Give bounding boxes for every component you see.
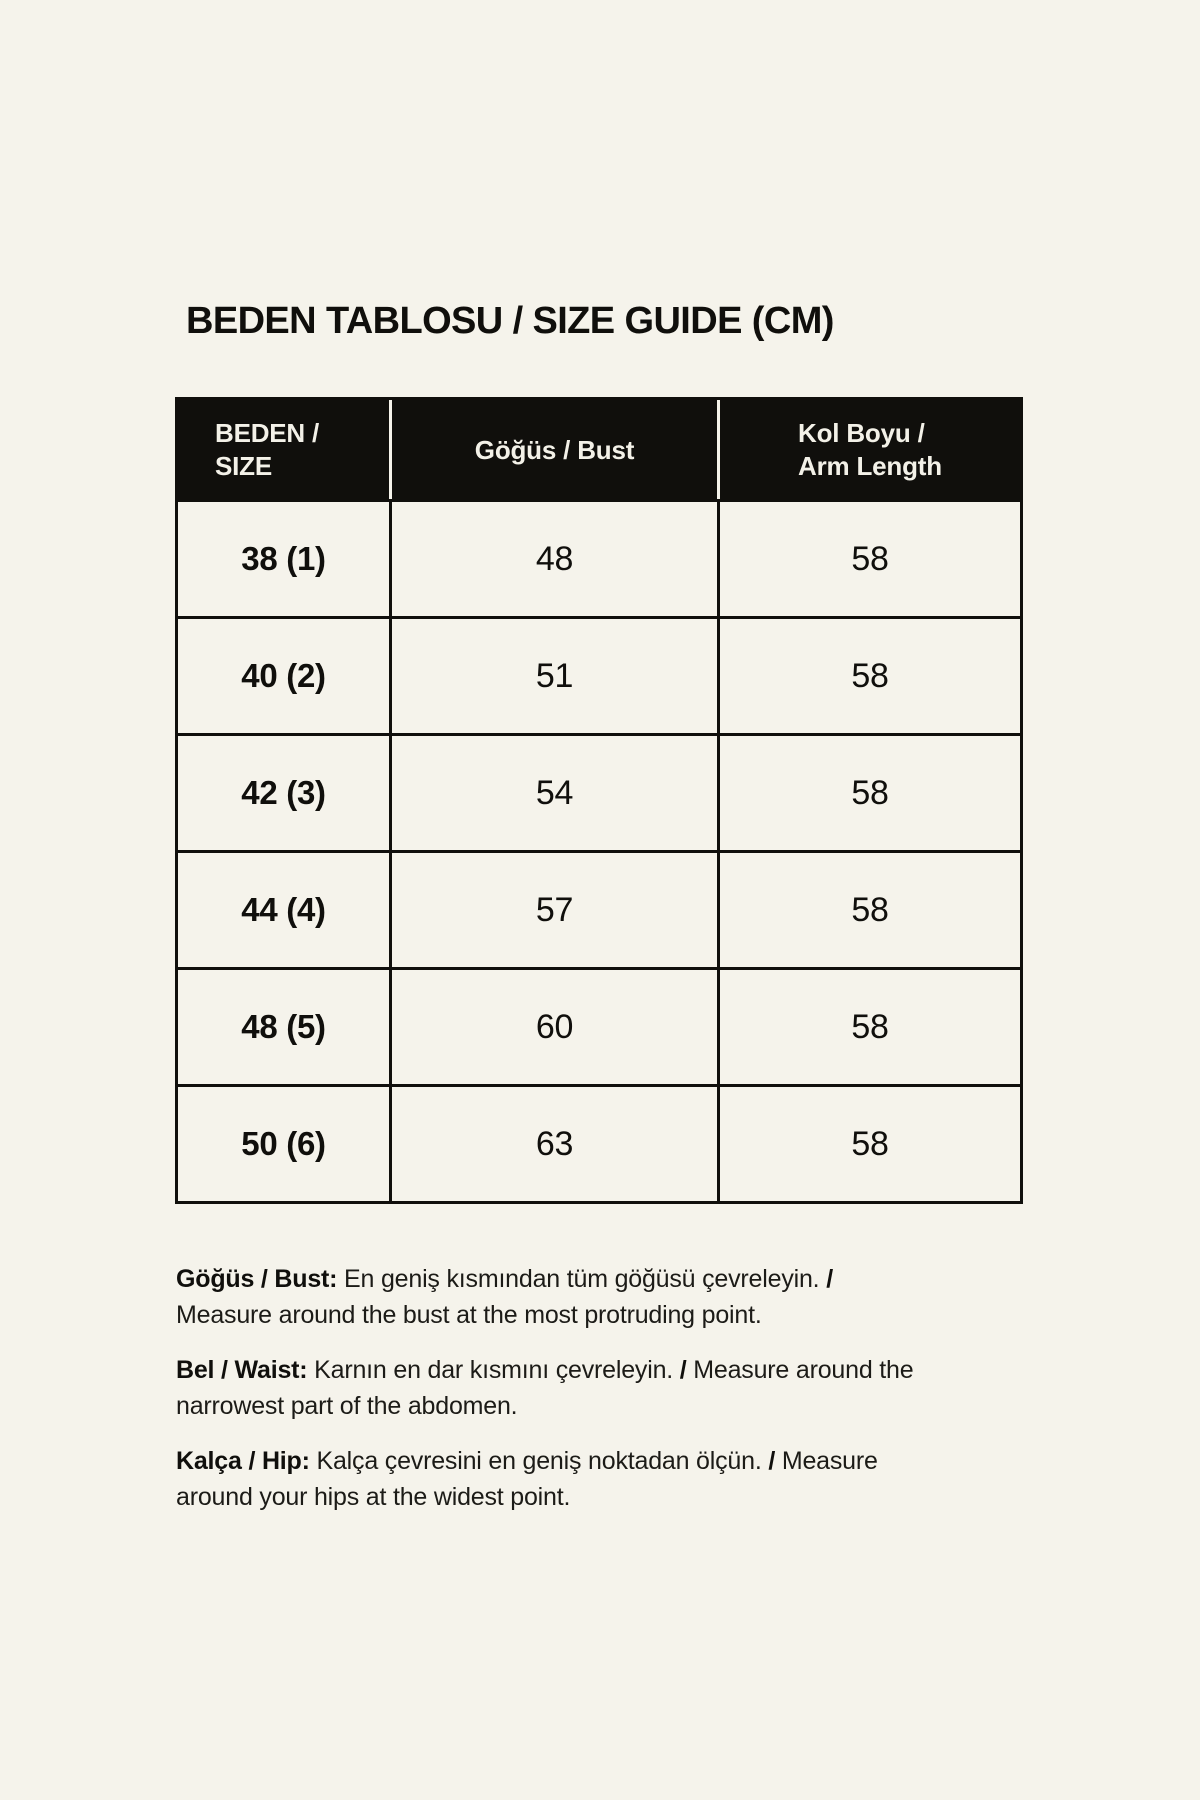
column-header-size-text: BEDEN / SIZE <box>215 417 320 481</box>
cell-size: 48 (5) <box>178 967 389 1084</box>
note-bust <box>176 1261 928 1333</box>
table-row <box>178 967 1020 1084</box>
measurement-notes <box>176 1261 928 1534</box>
note-hip-english: Measure around your hips at the widest point. <box>176 1447 878 1511</box>
table-row <box>178 733 1020 850</box>
header-row <box>178 400 1020 499</box>
cell-size: 38 (1) <box>178 499 389 616</box>
note-bust-label: Göğüs / Bust: <box>176 1265 338 1293</box>
note-waist <box>176 1352 928 1424</box>
cell-size: 42 (3) <box>178 733 389 850</box>
note-hip-label: Kalça / Hip: <box>176 1447 310 1475</box>
cell-bust: 57 <box>389 850 717 967</box>
note-waist-label: Bel / Waist: <box>176 1356 308 1384</box>
column-header-arm-length <box>717 400 1020 499</box>
cell-bust: 51 <box>389 616 717 733</box>
cell-arm-length: 58 <box>717 616 1020 733</box>
note-hip <box>176 1443 928 1515</box>
column-header-bust-text: Göğüs / Bust <box>474 434 635 465</box>
note-hip-separator: / <box>768 1447 776 1475</box>
table-row <box>178 850 1020 967</box>
cell-size: 44 (4) <box>178 850 389 967</box>
column-header-bust <box>389 400 717 499</box>
note-bust-turkish: En geniş kısmından tüm göğüsü çevreleyin. <box>344 1265 820 1293</box>
table-body <box>178 499 1020 1201</box>
column-header-size <box>178 400 389 499</box>
note-bust-english: Measure around the bust at the most protruding point. <box>176 1301 762 1329</box>
table-row <box>178 1084 1020 1201</box>
cell-bust: 63 <box>389 1084 717 1201</box>
cell-arm-length: 58 <box>717 967 1020 1084</box>
note-bust-separator: / <box>826 1265 833 1293</box>
cell-arm-length: 58 <box>717 1084 1020 1201</box>
table-row <box>178 499 1020 616</box>
note-waist-turkish: Karnın en dar kısmını çevreleyin. <box>314 1356 674 1384</box>
cell-arm-length: 58 <box>717 733 1020 850</box>
size-guide-table <box>175 397 1023 1204</box>
cell-bust: 54 <box>389 733 717 850</box>
cell-size: 50 (6) <box>178 1084 389 1201</box>
page-title: BEDEN TABLOSU / SIZE GUIDE (CM) <box>186 300 834 342</box>
note-hip-turkish: Kalça çevresini en geniş noktadan ölçün. <box>316 1447 762 1475</box>
cell-arm-length: 58 <box>717 499 1020 616</box>
cell-bust: 60 <box>389 967 717 1084</box>
note-waist-english: Measure around the narrowest part of the abdomen. <box>176 1356 914 1420</box>
column-header-arm-length-text: Kol Boyu / Arm Length <box>798 417 942 481</box>
table-row <box>178 616 1020 733</box>
cell-arm-length: 58 <box>717 850 1020 967</box>
cell-bust: 48 <box>389 499 717 616</box>
cell-size: 40 (2) <box>178 616 389 733</box>
note-waist-separator: / <box>679 1356 687 1384</box>
table-header <box>178 400 1020 499</box>
